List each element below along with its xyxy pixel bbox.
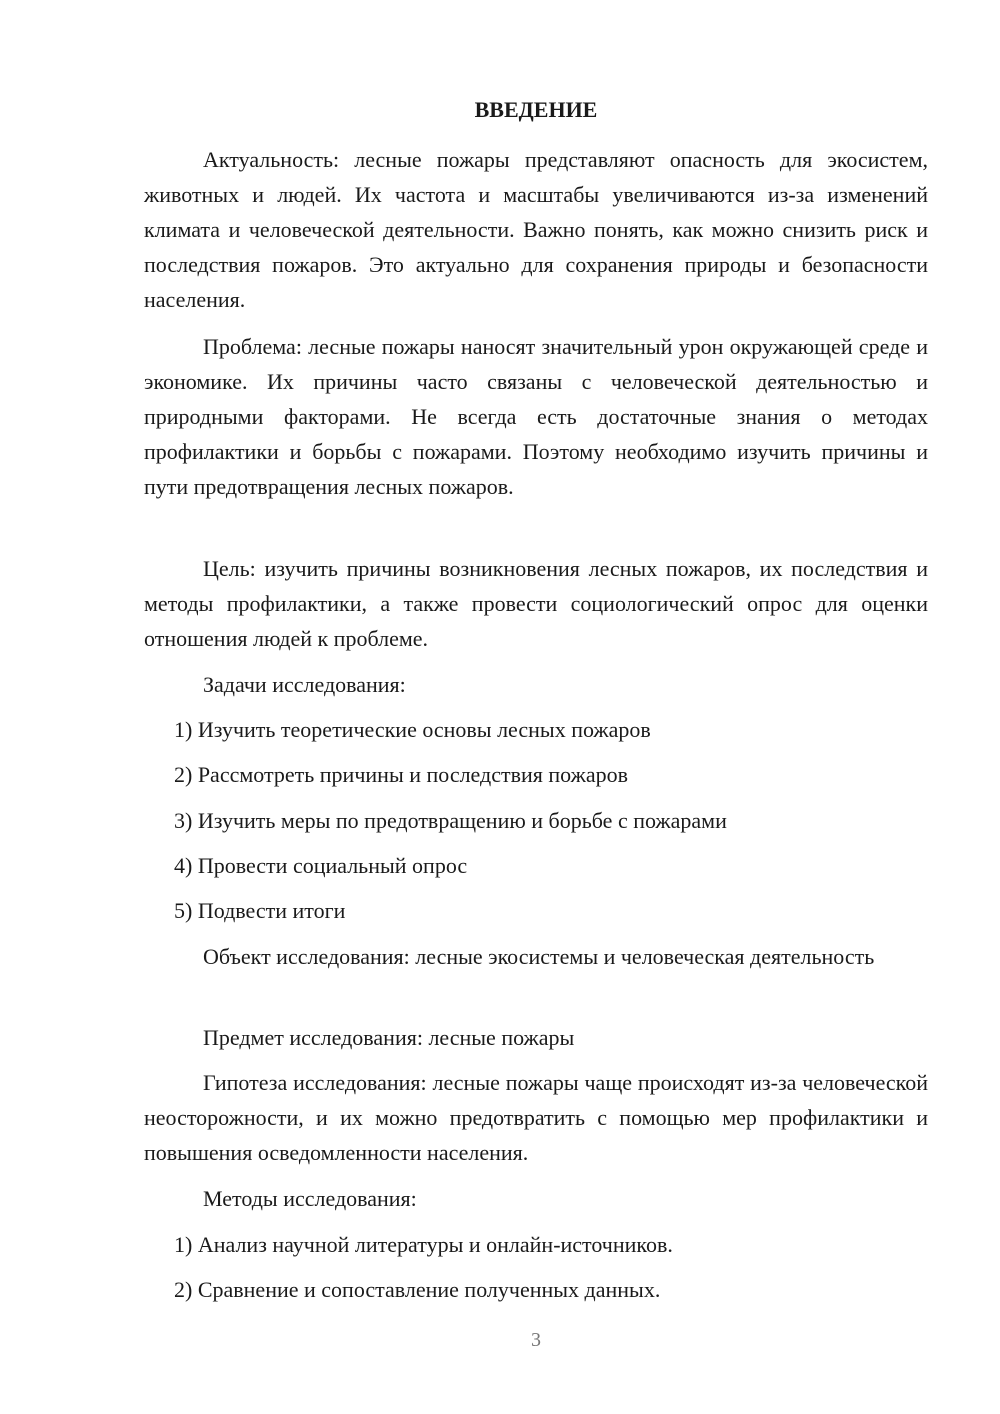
task-item-4: 4) Провести социальный опрос xyxy=(174,853,468,878)
task-item-1: 1) Изучить теоретические основы лесных пожаров xyxy=(174,717,651,742)
tasks-title: Задачи исследования: xyxy=(203,672,406,697)
object-paragraph: Объект исследования: лесные экосистемы и человеческая деятельность xyxy=(203,944,875,969)
document-page xyxy=(144,0,928,1414)
page-number: 3 xyxy=(531,1329,541,1351)
task-item-2: 2) Рассмотреть причины и последствия пожаров xyxy=(174,762,628,787)
section-heading: ВВЕДЕНИЕ xyxy=(474,97,598,122)
goal-paragraph: Цель: изучить причины возникновения лесных пожаров, их последствия и методы профилактики, а также провести социологический опрос для оценки отношения людей к проблеме. xyxy=(144,556,928,651)
method-item-2: 2) Сравнение и сопоставление полученных данных. xyxy=(174,1277,661,1302)
method-item-1: 1) Анализ научной литературы и онлайн-источников. xyxy=(174,1232,673,1257)
subject-line: Предмет исследования: лесные пожары xyxy=(203,1025,575,1050)
hypothesis-paragraph: Гипотеза исследования: лесные пожары чаще происходят из-за человеческой неосторожности, и их можно предотвратить с помощью мер профилактики и повышения осведомленности населения. xyxy=(144,1070,928,1165)
task-item-3: 3) Изучить меры по предотвращению и борьбе с пожарами xyxy=(174,808,727,833)
task-item-5: 5) Подвести итоги xyxy=(174,898,346,923)
relevance-paragraph: Актуальность: лесные пожары представляют опасность для экосистем, животных и людей. Их частота и масштабы увеличиваются из-за изменений климата и человеческой деятельности. Важно понять, как можно снизить риск и последствия пожаров. Это актуально для сохранения природы и безопасности населения. xyxy=(144,147,928,312)
problem-paragraph: Проблема: лесные пожары наносят значительный урон окружающей среде и экономике. Их причины часто связаны с человеческой деятельностью и природными факторами. Не всегда есть достаточные знания о методах профилактики и борьбы с пожарами. Поэтому необходимо изучить причины и пути предотвращения лесных пожаров. xyxy=(144,334,928,499)
methods-title: Методы исследования: xyxy=(203,1186,417,1211)
